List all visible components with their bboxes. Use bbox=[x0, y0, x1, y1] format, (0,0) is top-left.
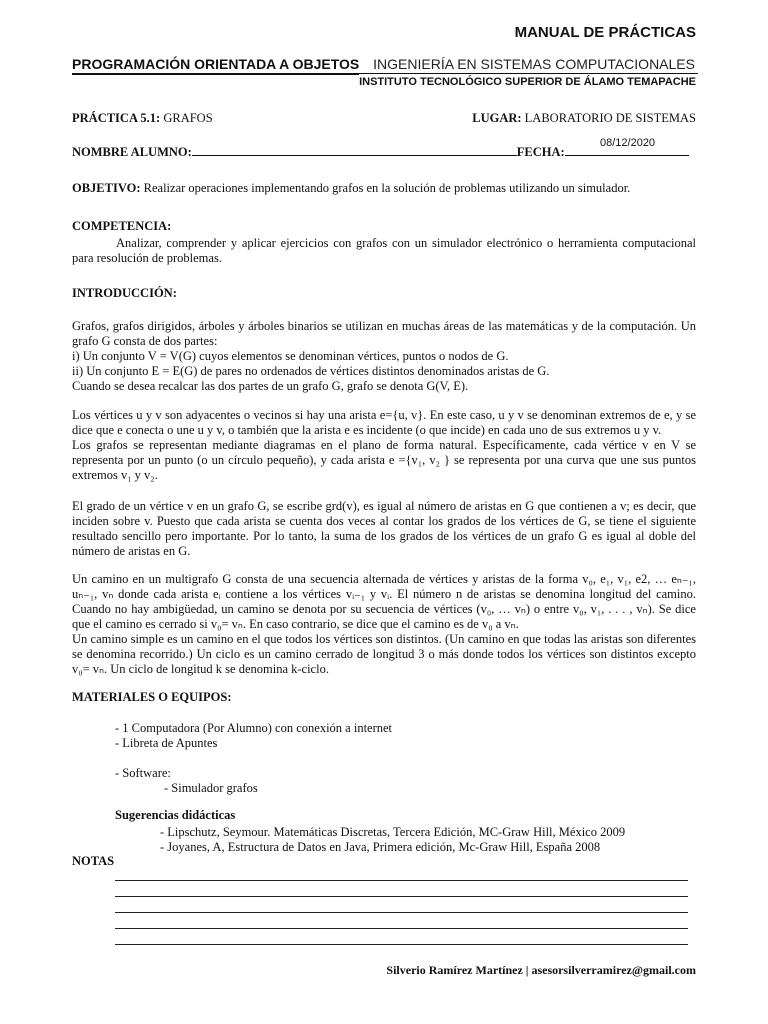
intro-paragraph-1 bbox=[72, 319, 696, 394]
intro-paragraph-2 bbox=[72, 408, 696, 483]
notes-line[interactable] bbox=[115, 896, 688, 897]
list-item: - Lipschutz, Seymour. Matemáticas Discretas, Tercera Edición, MC-Graw Hill, México 2009 bbox=[160, 825, 626, 839]
software-item: - Simulador grafos bbox=[164, 781, 258, 795]
materials-list bbox=[115, 721, 392, 751]
list-item: - Libreta de Apuntes bbox=[115, 736, 218, 750]
suggestions-heading: Sugerencias didácticas bbox=[115, 808, 236, 822]
practice-title bbox=[72, 111, 213, 126]
objective-text: Realizar operaciones implementando grafos en la solución de problemas utilizando un simulador. bbox=[140, 181, 631, 195]
notes-line[interactable] bbox=[115, 880, 688, 881]
list-item: - 1 Computadora (Por Alumno) con conexión a internet bbox=[115, 721, 393, 735]
intro-line: Los grafos se representan mediante diagramas en el plano de forma natural. Específicamente, cada vértice v en V se representa por un punto (o un círculo pequeño), y cada arista e ={v₁, v₂ } se representa por una curva que une sus puntos extremos v₁ y v₂. bbox=[72, 438, 696, 482]
references-list bbox=[160, 825, 625, 855]
career-name: INGENIERÍA EN SISTEMAS COMPUTACIONALES bbox=[373, 56, 695, 72]
intro-line: Cuando se desea recalcar las dos partes de un grafo G, grafo se denota G(V, E). bbox=[72, 379, 469, 393]
institute-name: INSTITUTO TECNOLÓGICO SUPERIOR DE ÁLAMO TEMAPACHE bbox=[359, 76, 696, 88]
location bbox=[472, 111, 696, 126]
location-label: LUGAR: bbox=[472, 111, 522, 125]
notes-line[interactable] bbox=[115, 928, 688, 929]
software-label: - Software: bbox=[115, 766, 171, 780]
intro-paragraph-3: El grado de un vértice v en un grafo G, se escribe grd(v), es igual al número de aristas en G que contienen a v; es decir, que inciden sobre v. Puesto que cada arista se cuenta dos veces al contar los grados de los vértices de G, se tiene el siguiente resultado sencillo pero importante. Por lo tanto, la suma de los grados de los vértices de un grafo G es igual al doble del número de aristas en G. bbox=[72, 499, 696, 558]
competence-text: Analizar, comprender y aplicar ejercicios con grafos con un simulador electrónico o herramienta computacional para resolución de problemas. bbox=[72, 236, 696, 265]
footer-author: Silverio Ramírez Martínez | asesorsilverramirez@gmail.com bbox=[386, 963, 696, 977]
intro-line: i) Un conjunto V = V(G) cuyos elementos se denominan vértices, puntos o nodos de G. bbox=[72, 349, 509, 363]
intro-line: ii) Un conjunto E = E(G) de pares no ordenados de vértices distintos denominados aristas de G. bbox=[72, 364, 550, 378]
header-divider bbox=[72, 73, 698, 74]
location-value: LABORATORIO DE SISTEMAS bbox=[521, 111, 696, 125]
intro-line: Grafos, grafos dirigidos, árboles y árboles binarios se utilizan en muchas áreas de las matemáticas y de la computación. Un grafo G consta de dos partes: bbox=[72, 319, 696, 348]
introduction-heading: INTRODUCCIÓN: bbox=[72, 286, 177, 300]
student-name-label: NOMBRE ALUMNO: bbox=[72, 145, 192, 159]
date-value: 08/12/2020 bbox=[600, 137, 656, 149]
competence-heading: COMPETENCIA: bbox=[72, 219, 172, 233]
student-name-row bbox=[72, 145, 689, 160]
notes-heading: NOTAS bbox=[72, 854, 115, 868]
practice-value: GRAFOS bbox=[160, 111, 213, 125]
objective bbox=[72, 181, 696, 196]
student-name-field[interactable] bbox=[192, 145, 517, 156]
materials-heading: MATERIALES O EQUIPOS: bbox=[72, 690, 232, 704]
intro-line: Un camino en un multigrafo G consta de una secuencia alternada de vértices y aristas de la forma v₀, e₁, v₁, e2, … eₙ₋₁, uₙ₋₁, vₙ donde cada arista eᵢ contiene a los vértices vᵢ₋₁ y vᵢ. El número n de aristas se denomina longitud del camino. Cuando no hay ambigüedad, un camino se denota por su secuencia de vértices (v₀, … vₙ) o entre v₀, v₁, . . . , vₙ). Se dice que el camino es cerrado si v₀= vₙ. En caso contrario, se dice que el camino es de v₀ a vₙ. bbox=[72, 572, 696, 631]
intro-line: Los vértices u y v son adyacentes o vecinos si hay una arista e={u, v}. En este caso, u y v se denominan extremos de e, y se dice que e conecta o une u y v, o también que la arista e es incidente (o que incide) en cada uno de sus extremos u y v. bbox=[72, 408, 696, 437]
course-header bbox=[72, 56, 696, 72]
notes-line[interactable] bbox=[115, 912, 688, 913]
notes-line[interactable] bbox=[115, 944, 688, 945]
manual-title: MANUAL DE PRÁCTICAS bbox=[514, 24, 696, 41]
date-label: FECHA: bbox=[516, 145, 565, 159]
date-field[interactable] bbox=[565, 145, 689, 156]
practice-label: PRÁCTICA 5.1: bbox=[72, 111, 161, 125]
intro-paragraph-4 bbox=[72, 572, 696, 677]
intro-line: Un camino simple es un camino en el que todos los vértices son distintos. (Un camino en que todas las aristas son diferentes se denomina recorrido.) Un ciclo es un camino cerrado de longitud 3 o más donde todos los vértices son distintos excepto v₀= vₙ. Un ciclo de longitud k se denomina k-ciclo. bbox=[72, 632, 696, 676]
list-item: - Joyanes, A, Estructura de Datos en Java, Primera edición, Mc-Graw Hill, España 2008 bbox=[160, 840, 601, 854]
objective-label: OBJETIVO: bbox=[72, 181, 141, 195]
course-name: PROGRAMACIÓN ORIENTADA A OBJETOS bbox=[72, 56, 359, 75]
